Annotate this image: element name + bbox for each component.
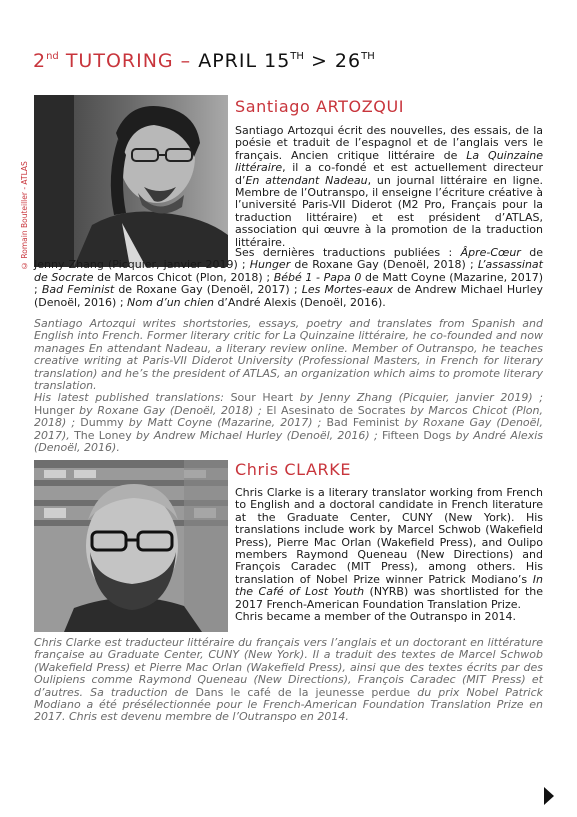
- text-run: (NYRB) was shortlisted for the 2017 French-American Foundation Translation Prize.: [235, 585, 543, 611]
- clarke-bio-en: [235, 487, 543, 623]
- text-run: de Andrew Michael Hurley (Denoël, 2016) ;: [34, 283, 544, 309]
- text-run: de Marcos Chicot (Plon, 2018) ;: [93, 270, 274, 284]
- text-run: Nom d’un chien: [127, 295, 214, 309]
- clarke-member-en: Chris became a member of the Outranspo in 2014.: [235, 610, 516, 624]
- text-run: de Roxane Gay (Denoël, 2017) ;: [114, 283, 302, 297]
- text-run: Fifteen Dogs: [381, 428, 452, 442]
- clarke-bio-en-paragraph: [235, 487, 543, 611]
- artozqui-translations-fr: [34, 247, 543, 313]
- text-run: by Matt Coyne (Mazarine, 2017) ;: [123, 416, 327, 430]
- clarke-name: Chris CLARKE: [235, 460, 352, 479]
- text-run: de Jenny Zhang (Picquier, janvier 2019) ;: [34, 246, 543, 272]
- text-run: Chris Clarke est traducteur littéraire du français vers l’anglais et un doctorant en littérature française au Graduate Center, CUNY (New York). Il a traduit des textes de Marcel Schwob (Wakefield Press) et Pierre Mac Orlan (Wakefield Press), ainsi que des textes écrits par des Oulipiens comme Raymond Queneau (New Directions), François Caradec (MIT Press) et d’autres. Sa traduction de: [34, 636, 543, 699]
- artozqui-photo: [34, 95, 228, 267]
- text-run: Chris Clarke is a literary translator working from French to English and a doctoral candidate in French literature at the Graduate Center, CUNY (New York). His translations include work by Marcel Schwob (Wakefield Press), Pierre Mac Orlan (Wakefield Press), and Oulipo members Raymond Queneau (New Directions) and François Caradec (MIT Press), among others. His translation of Nobel Prize winner Patrick Modiano’s: [235, 486, 543, 586]
- text-run: Sour Heart: [230, 391, 294, 405]
- artozqui-name: Santiago ARTOZQUI: [235, 97, 405, 116]
- text-run: Bad Feminist: [326, 416, 400, 430]
- text-run: The Loney: [74, 428, 132, 442]
- text-run: Hunger: [249, 258, 291, 272]
- text-run: His latest published translations:: [34, 391, 231, 405]
- text-run: Bad Feminist: [41, 283, 115, 297]
- photo-credit: © Romain Bouteiller - ATLAS: [20, 161, 29, 270]
- text-run: , un journal littéraire en ligne. Membre de l’Outranspo, il enseigne l’écriture créative à l’université Paris-VII Diderot (M2 Pro, Français pour la traduction littéraire) et est président d’ATLAS, association qui œuvre à la promotion de la traduction littéraire.: [235, 173, 543, 249]
- artozqui-translations-paragraph: [34, 247, 543, 309]
- text-run: , il a co-fondé et est actuellement directeur d’: [235, 161, 543, 187]
- text-run: Santiago Artozqui écrit des nouvelles, des essais, de la poésie et traduit de l’espagnol et de l’anglais vers le français. Ancien critique littéraire de: [235, 124, 543, 162]
- artozqui-translations-en-paragraph: [34, 392, 543, 454]
- text-run: by Marcos Chicot (Plon, 2018) ;: [34, 403, 543, 430]
- text-run: Ses dernières traductions publiées :: [235, 246, 461, 259]
- clarke-photo: [34, 460, 228, 632]
- text-run: de Roxane Gay (Denoël, 2018) ;: [290, 258, 478, 272]
- artozqui-bio-en: [34, 318, 543, 454]
- clarke-bio-fr-paragraph: [34, 637, 543, 724]
- artozqui-bio-en-paragraph: [34, 318, 543, 392]
- page-header: [33, 50, 375, 72]
- text-run: by Roxane Gay (Denoël, 2018) ;: [74, 403, 267, 417]
- text-run: Dans le café de la jeunesse perdue: [195, 685, 411, 699]
- clarke-bio-fr: [34, 637, 543, 724]
- text-run: La Quinzaine littéraire: [235, 148, 544, 175]
- next-page-arrow-icon[interactable]: [544, 787, 554, 805]
- portrait-illustration: [34, 95, 228, 267]
- text-run: by Roxane Gay (Denoël, 2017),: [34, 416, 543, 442]
- text-run: Les Mortes-eaux: [301, 283, 393, 297]
- text-run: Hunger: [34, 403, 75, 417]
- portrait-illustration: [34, 460, 228, 632]
- text-run: by Jenny Zhang (Picquier, janvier 2019) ;: [293, 391, 543, 405]
- text-run: Âpre-Cœur: [460, 246, 521, 259]
- artozqui-bio-fr: [235, 125, 543, 253]
- text-run: Bébé 1 - Papa 0: [273, 270, 362, 284]
- text-run: by André Alexis (Denoël, 2016).: [34, 428, 543, 455]
- text-run: de Matt Coyne (Mazarine, 2017) ;: [34, 270, 544, 297]
- text-run: Santiago Artozqui writes shortstories, essays, poetry and translates from Spanish and English into French. Former literary critic for La Quinzaine littéraire, he co-founded and now manages En attendant Nadeau, a literary review online. Member of Outranspo, he teaches creative writing at Paris-VII Diderot University (Professional Masters, in French for literary translation) and he’s the president of ATLAS, an organization which aims to promote literary translation.: [34, 317, 543, 393]
- text-run: In the Café of Lost Youth: [235, 572, 543, 599]
- text-run: du prix Nobel Patrick Modiano a été présélectionnée pour le French-American Foundation Translation Prize en 2017. Chris est devenu membre de l’Outranspo en 2014.: [34, 685, 543, 724]
- text-run: L’assassinat de Socrate: [34, 258, 543, 284]
- text-run: El Asesinato de Socrates: [266, 403, 406, 417]
- header-ordinal: 2nd TUTORING –: [33, 50, 199, 72]
- text-run: d’André Alexis (Denoël, 2016).: [213, 295, 386, 309]
- header-dates: APRIL 15TH > 26TH: [198, 50, 375, 72]
- text-run: En attendant Nadeau: [245, 173, 368, 187]
- text-run: by Andrew Michael Hurley (Denoël, 2016) ;: [131, 428, 382, 442]
- artozqui-bio-fr-paragraph: [235, 125, 543, 249]
- text-run: Dummy: [80, 416, 124, 430]
